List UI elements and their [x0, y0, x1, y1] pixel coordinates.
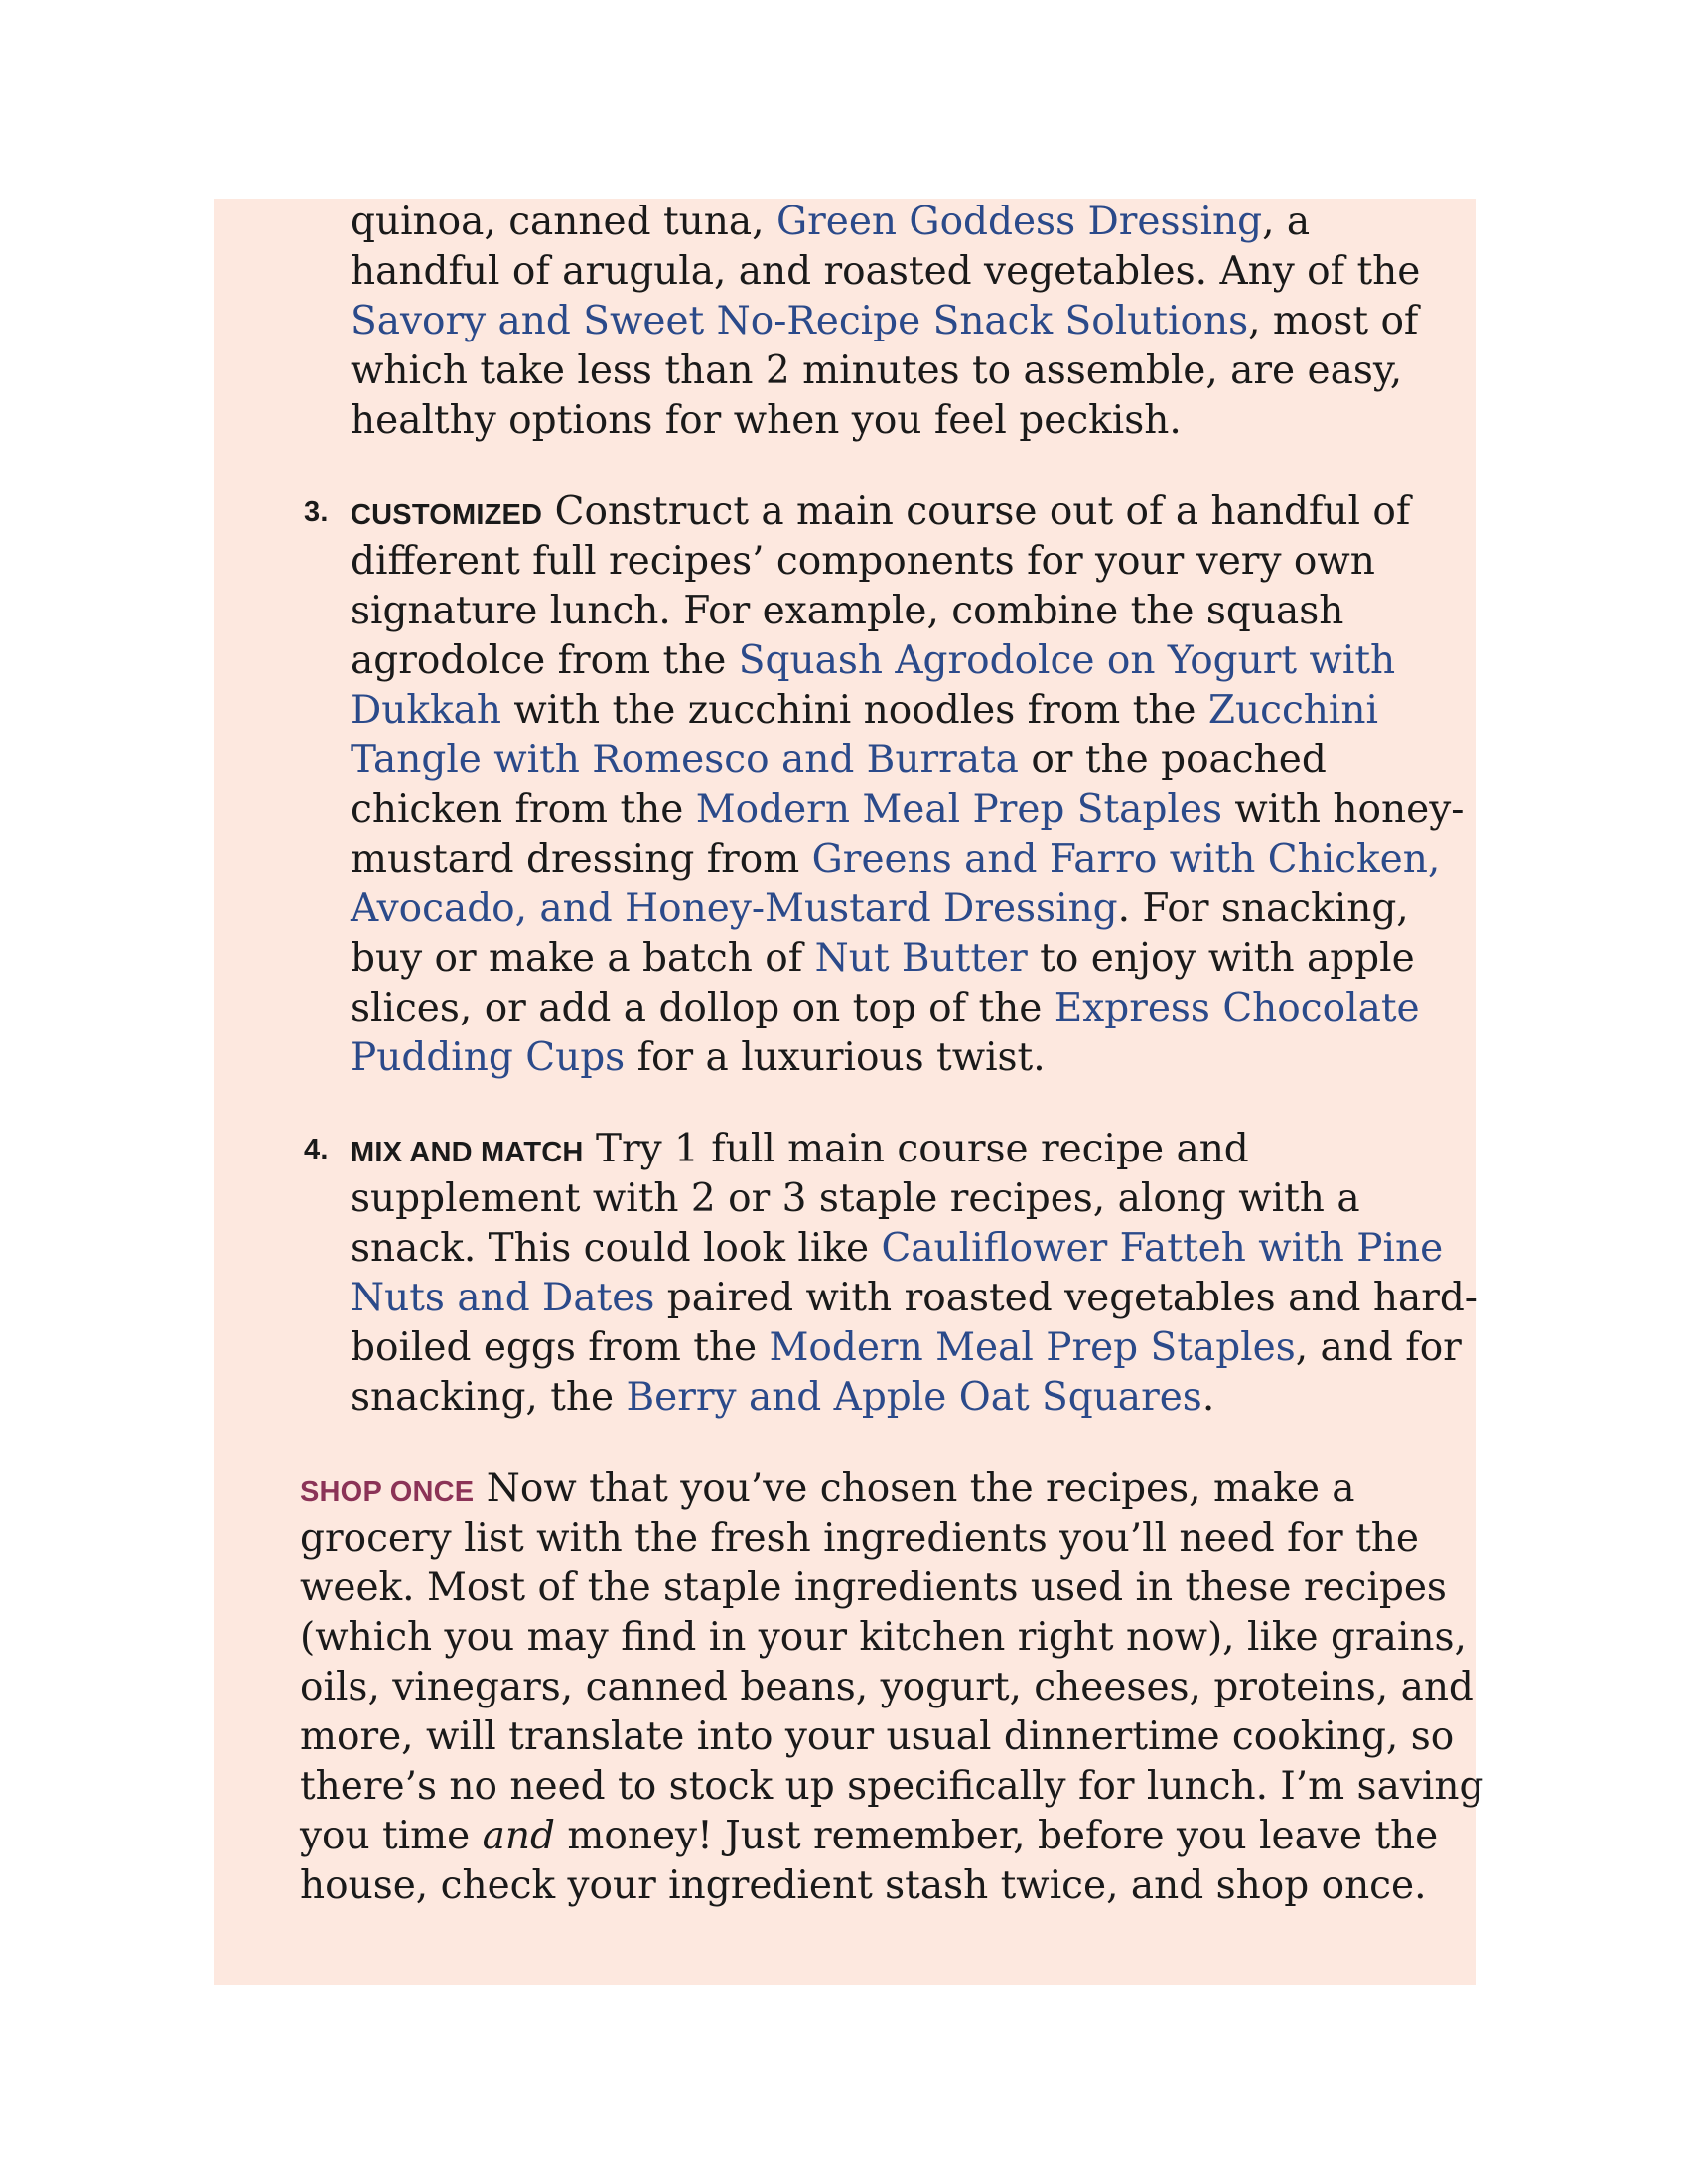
intro-paragraph — [351, 198, 1420, 446]
text-run: quinoa, canned tuna, — [351, 200, 776, 244]
text-line: week. Most of the staple ingredients used in these recipes — [300, 1566, 1447, 1610]
recipe-link-meal-prep-staples[interactable]: Modern Meal Prep Staples — [695, 787, 1222, 832]
text-line — [351, 1033, 1464, 1083]
emphasis-text: and — [482, 1814, 555, 1858]
recipe-link-zucchini-tangle[interactable]: Zucchini — [1207, 688, 1378, 733]
text-line — [351, 198, 1420, 247]
text-run: or the poached — [1018, 738, 1327, 782]
text-run: with the zucchini noodles from the — [501, 688, 1208, 733]
text-run: you time — [300, 1814, 483, 1858]
section-heading: SHOP ONCE — [300, 1476, 475, 1508]
text-line — [300, 1464, 1483, 1514]
text-line: (which you may find in your kitchen right now), like grains, — [300, 1615, 1467, 1660]
text-line — [351, 984, 1464, 1033]
text-line: handful of arugula, and roasted vegetables. Any of the — [351, 249, 1421, 294]
text-line — [351, 1323, 1477, 1373]
recipe-link-meal-prep-staples[interactable]: Modern Meal Prep Staples — [769, 1325, 1296, 1370]
text-line — [304, 487, 1464, 537]
text-line — [351, 736, 1464, 785]
item-heading: MIX AND MATCH — [351, 1137, 584, 1168]
recipe-link-greens-and-farro[interactable]: Greens and Farro with Chicken, — [811, 837, 1441, 882]
text-line — [351, 934, 1464, 984]
text-run: buy or make a batch of — [351, 936, 815, 981]
shop-once-paragraph — [300, 1464, 1483, 1911]
text-line: signature lunch. For example, combine the squash — [351, 589, 1344, 633]
text-line: house, check your ingredient stash twice, and shop once. — [300, 1863, 1427, 1908]
text-run: snack. This could look like — [351, 1226, 882, 1271]
text-line — [351, 835, 1464, 885]
text-line: there’s no need to stock up specifically for lunch. I’m saving — [300, 1764, 1484, 1809]
text-line — [300, 1812, 1483, 1861]
recipe-link-chocolate-pudding[interactable]: Pudding Cups — [351, 1035, 626, 1080]
recipe-link-cauliflower-fatteh[interactable]: Nuts and Dates — [351, 1276, 655, 1320]
text-run: for a luxurious twist. — [625, 1035, 1046, 1080]
text-line: oils, vinegars, canned beans, yogurt, cheeses, proteins, and — [300, 1665, 1474, 1709]
text-line: more, will translate into your usual dinnertime cooking, so — [300, 1714, 1455, 1759]
recipe-link-greens-and-farro[interactable]: Avocado, and Honey-Mustard Dressing — [351, 887, 1118, 931]
text-line — [351, 1373, 1477, 1423]
text-run: slices, or add a dollop on top of the — [351, 986, 1055, 1030]
text-run: Construct a main course out of a handful of — [542, 489, 1411, 534]
text-line — [351, 297, 1420, 346]
text-line — [351, 1224, 1477, 1274]
text-line — [351, 785, 1464, 835]
text-line: supplement with 2 or 3 staple recipes, along with a — [351, 1176, 1360, 1221]
recipe-link-zucchini-tangle[interactable]: Tangle with Romesco and Burrata — [351, 738, 1019, 782]
text-run: mustard dressing from — [351, 837, 812, 882]
list-item-customized — [304, 487, 1465, 1083]
text-run: to enjoy with apple — [1027, 936, 1415, 981]
text-run: money! Just remember, before you leave the — [554, 1814, 1439, 1858]
text-run: , a — [1262, 200, 1311, 244]
recipe-link-chocolate-pudding[interactable]: Express Chocolate — [1054, 986, 1420, 1030]
text-line: grocery list with the fresh ingredients you’ll need for the — [300, 1516, 1419, 1561]
item-number: 3. — [304, 496, 329, 528]
text-run: Now that you’ve chosen the recipes, make a — [474, 1466, 1355, 1511]
item-number: 4. — [304, 1134, 329, 1165]
text-run: , and for — [1295, 1325, 1462, 1370]
text-run: paired with roasted vegetables and hard- — [654, 1276, 1477, 1320]
recipe-link-snack-solutions[interactable]: Savory and Sweet No-Recipe Snack Solutions — [351, 299, 1249, 343]
recipe-link-oat-squares[interactable]: Berry and Apple Oat Squares — [626, 1375, 1202, 1420]
text-run: with honey- — [1221, 787, 1465, 832]
text-line: which take less than 2 minutes to assemble, are easy, — [351, 348, 1403, 393]
text-run: . — [1201, 1375, 1215, 1420]
recipe-link-cauliflower-fatteh[interactable]: Cauliflower Fatteh with Pine — [881, 1226, 1444, 1271]
text-run: chicken from the — [351, 787, 696, 832]
item-heading: CUSTOMIZED — [351, 499, 543, 531]
recipe-link-squash-agrodolce[interactable]: Squash Agrodolce on Yogurt with — [738, 638, 1396, 683]
text-line — [304, 1125, 1477, 1174]
text-run: . For snacking, — [1117, 887, 1409, 931]
text-line — [351, 885, 1464, 934]
text-line — [351, 1274, 1477, 1323]
text-run: Try 1 full main course recipe and — [583, 1127, 1249, 1171]
recipe-link-nut-butter[interactable]: Nut Butter — [814, 936, 1028, 981]
text-line: healthy options for when you feel peckish. — [351, 398, 1182, 443]
text-run: snacking, the — [351, 1375, 627, 1420]
text-run: agrodolce from the — [351, 638, 739, 683]
text-run: , most of — [1248, 299, 1419, 343]
text-line — [351, 686, 1464, 736]
text-line — [351, 636, 1464, 686]
text-line: different full recipes’ components for your very own — [351, 539, 1375, 584]
recipe-link-green-goddess-dressing[interactable]: Green Goddess Dressing — [775, 200, 1263, 244]
list-item-mix-and-match — [304, 1125, 1477, 1423]
recipe-link-squash-agrodolce[interactable]: Dukkah — [351, 688, 502, 733]
text-run: boiled eggs from the — [351, 1325, 770, 1370]
